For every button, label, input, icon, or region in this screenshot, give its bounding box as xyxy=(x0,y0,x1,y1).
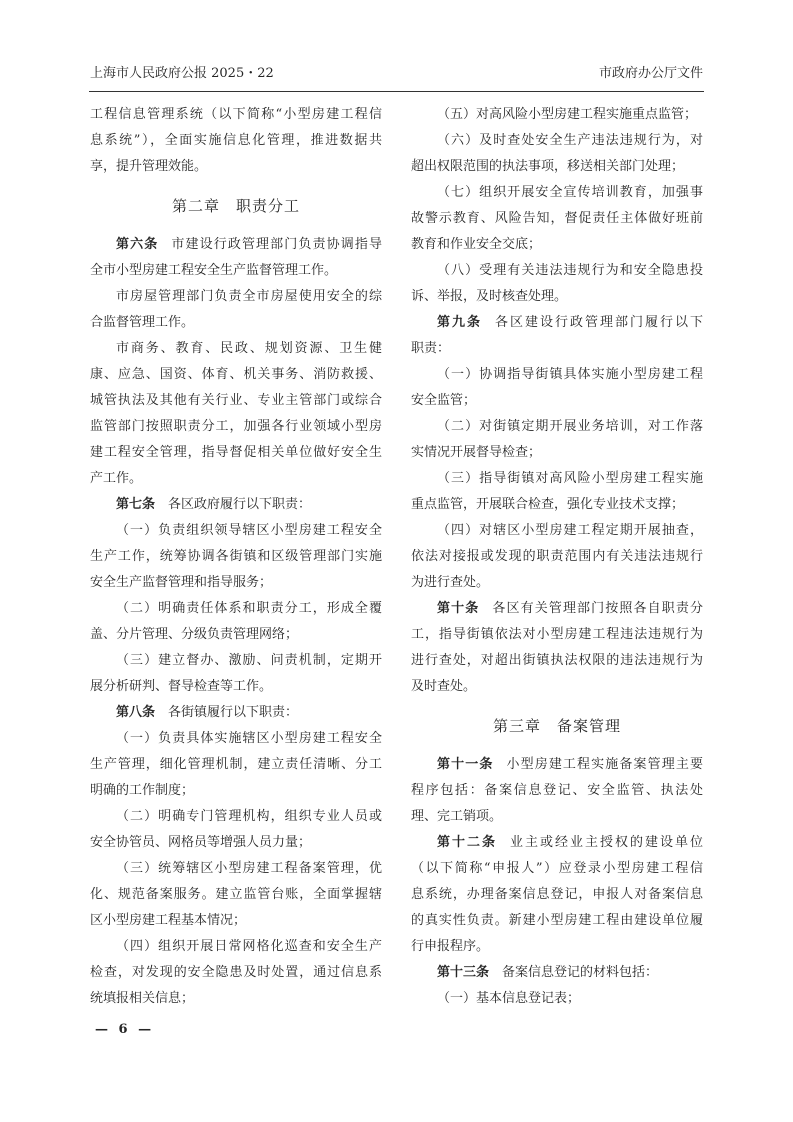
line-text: 全市小型房建工程安全生产监督管理工作。 xyxy=(90,263,338,278)
text-line xyxy=(411,414,703,440)
line-text: 各区建设行政管理部门履行以下 xyxy=(495,315,703,330)
article-number: 第八条 xyxy=(116,705,156,720)
text-line xyxy=(90,492,382,518)
text-line xyxy=(90,700,382,726)
text-line xyxy=(90,544,382,570)
line-text: 各区政府履行以下职责： xyxy=(168,497,312,512)
text-line xyxy=(411,648,703,674)
text-line xyxy=(411,492,703,518)
text-line xyxy=(411,674,703,700)
text-line xyxy=(411,960,703,986)
line-text: 明确的工作制度； xyxy=(90,783,195,798)
article-paragraph xyxy=(90,492,382,518)
text-line xyxy=(411,440,703,466)
chapter-heading xyxy=(90,180,382,232)
line-text: 市商务、教育、民政、规划资源、卫生健 xyxy=(116,341,382,356)
chapter-heading-text: 第二章 职责分工 xyxy=(171,197,300,215)
text-line xyxy=(90,414,382,440)
paragraph xyxy=(411,466,703,518)
article-number: 第十一条 xyxy=(437,757,494,772)
article-paragraph xyxy=(90,232,382,284)
line-text: 合监督管理工作。 xyxy=(90,315,195,330)
text-line xyxy=(411,622,703,648)
line-text: （三）建立督办、激励、问责机制，定期开 xyxy=(116,653,382,668)
paragraph xyxy=(90,804,382,856)
line-text: 区小型房建工程基本情况； xyxy=(90,913,247,928)
text-line xyxy=(90,128,382,154)
line-text: 业主或经业主授权的建设单位 xyxy=(510,835,703,850)
line-text: 息系统”），全面实施信息化管理，推进数据共 xyxy=(90,133,382,148)
text-line xyxy=(90,752,382,778)
paragraph xyxy=(411,102,703,128)
line-text: 市建设行政管理部门负责协调指导 xyxy=(171,237,382,252)
line-text: 教育和作业安全交底； xyxy=(411,237,542,252)
article-paragraph xyxy=(411,310,703,362)
paragraph xyxy=(90,518,382,596)
text-line xyxy=(90,830,382,856)
line-text: 重点监管，开展联合检查，强化专业技术支撑； xyxy=(411,497,685,512)
line-text: 依法对接报或发现的职责范围内有关违法违规行 xyxy=(411,549,703,564)
line-text: 化、规范备案服务。建立监管台账，全面掌握辖 xyxy=(90,887,382,902)
line-text: 康、应急、国资、体育、机关事务、消防救援、 xyxy=(90,367,382,382)
text-line xyxy=(411,518,703,544)
line-text: 故警示教育、风险告知，督促责任主体做好班前 xyxy=(411,211,703,226)
chapter-heading xyxy=(411,700,703,752)
text-line xyxy=(90,908,382,934)
text-line xyxy=(411,154,703,180)
text-line xyxy=(411,544,703,570)
line-text: （七）组织开展安全宣传培训教育，加强事 xyxy=(437,185,703,200)
right-column xyxy=(411,102,703,1012)
text-line xyxy=(90,258,382,284)
text-line xyxy=(411,830,703,856)
line-text: 安全生产监督管理和指导服务； xyxy=(90,575,273,590)
chapter-heading-text: 第三章 备案管理 xyxy=(492,717,621,735)
text-line xyxy=(90,310,382,336)
line-text: 统填报相关信息； xyxy=(90,991,195,1006)
text-line xyxy=(411,856,703,882)
paragraph xyxy=(90,648,382,700)
article-number: 第六条 xyxy=(116,237,159,252)
text-line xyxy=(90,726,382,752)
paragraph xyxy=(90,726,382,804)
text-line xyxy=(411,180,703,206)
paragraph xyxy=(411,128,703,180)
text-line xyxy=(411,804,703,830)
article-number: 第十三条 xyxy=(437,965,490,980)
text-line xyxy=(411,336,703,362)
text-line xyxy=(90,362,382,388)
text-line xyxy=(90,518,382,544)
line-text: 实情况开展督导检查； xyxy=(411,445,542,460)
text-line xyxy=(411,232,703,258)
line-text: 产工作。 xyxy=(90,471,143,486)
line-text: 备案信息登记的材料包括： xyxy=(502,965,659,980)
article-number: 第十二条 xyxy=(437,835,497,850)
line-text: （一）负责具体实施辖区小型房建工程安全 xyxy=(116,731,382,746)
line-text: （三）指导街镇对高风险小型房建工程实施 xyxy=(437,471,703,486)
paragraph xyxy=(90,596,382,648)
page-number: — 6 — xyxy=(95,1022,155,1037)
text-line xyxy=(411,206,703,232)
paragraph xyxy=(90,336,382,492)
line-text: 小型房建工程实施备案管理主要 xyxy=(506,757,703,772)
text-line xyxy=(90,102,382,128)
text-line xyxy=(411,388,703,414)
paragraph xyxy=(411,362,703,414)
line-text: 安全协管员、网格员等增强人员力量； xyxy=(90,835,312,850)
line-text: 市房屋管理部门负责全市房屋使用安全的综 xyxy=(116,289,382,304)
article-number: 第十条 xyxy=(437,601,480,616)
line-text: 盖、分片管理、分级负责管理网络； xyxy=(90,627,299,642)
text-line xyxy=(90,856,382,882)
line-text: （一）协调指导街镇具体实施小型房建工程 xyxy=(437,367,703,382)
paragraph xyxy=(411,180,703,258)
line-text: （三）统筹辖区小型房建工程备案管理，优 xyxy=(116,861,382,876)
line-text: （以下简称“申报人”）应登录小型房建工程信 xyxy=(411,861,703,876)
line-text: （四）对辖区小型房建工程定期开展抽查， xyxy=(437,523,703,538)
text-line xyxy=(90,570,382,596)
text-line xyxy=(90,986,382,1012)
article-paragraph xyxy=(411,596,703,700)
text-line xyxy=(90,154,382,180)
text-line xyxy=(411,466,703,492)
text-line xyxy=(90,778,382,804)
line-text: 各街镇履行以下职责： xyxy=(168,705,299,720)
article-number: 第九条 xyxy=(437,315,482,330)
line-text: （一）基本信息登记表； xyxy=(437,991,581,1006)
text-line xyxy=(411,596,703,622)
line-text: 检查，对发现的安全隐患及时处置，通过信息系 xyxy=(90,965,382,980)
text-line xyxy=(411,128,703,154)
line-text: 理、完工销项。 xyxy=(411,809,503,824)
paragraph xyxy=(90,856,382,934)
line-text: 为进行查处。 xyxy=(411,575,490,590)
text-line xyxy=(411,310,703,336)
line-text: 程序包括：备案信息登记、安全监管、执法处 xyxy=(411,783,703,798)
line-text: （四）组织开展日常网格化巡查和安全生产 xyxy=(116,939,382,954)
paragraph xyxy=(411,414,703,466)
line-text: 安全监管； xyxy=(411,393,477,408)
line-text: （六）及时查处安全生产违法违规行为，对 xyxy=(437,133,703,148)
text-line xyxy=(411,102,703,128)
text-line xyxy=(90,934,382,960)
paragraph xyxy=(411,518,703,596)
line-text: （五）对高风险小型房建工程实施重点监管； xyxy=(437,107,698,122)
text-line xyxy=(411,882,703,908)
line-text: 生产管理，细化管理机制，建立责任清晰、分工 xyxy=(90,757,382,772)
header-section-label: 市政府办公厅文件 xyxy=(598,66,703,81)
text-line xyxy=(411,570,703,596)
text-line xyxy=(90,674,382,700)
line-text: 监管部门按照职责分工，加强各行业领域小型房 xyxy=(90,419,382,434)
header-rule xyxy=(89,91,704,92)
line-text: 生产工作，统筹协调各街镇和区级管理部门实施 xyxy=(90,549,382,564)
text-line xyxy=(411,258,703,284)
text-line xyxy=(411,778,703,804)
text-line xyxy=(90,388,382,414)
line-text: 进行查处，对超出街镇执法权限的违法违规行为 xyxy=(411,653,703,668)
text-line xyxy=(90,882,382,908)
header-publication-title: 上海市人民政府公报 2025・22 xyxy=(90,66,274,81)
text-line xyxy=(90,804,382,830)
line-text: 各区有关管理部门按照各自职责分 xyxy=(492,601,703,616)
article-paragraph xyxy=(90,700,382,726)
text-line xyxy=(90,960,382,986)
text-line xyxy=(411,934,703,960)
text-line xyxy=(90,232,382,258)
text-line xyxy=(90,622,382,648)
paragraph xyxy=(90,102,382,180)
line-text: （一）负责组织领导辖区小型房建工程安全 xyxy=(116,523,382,538)
line-text: 的真实性负责。新建小型房建工程由建设单位履 xyxy=(411,913,703,928)
line-text: （二）明确责任体系和职责分工，形成全覆 xyxy=(116,601,382,616)
line-text: 及时查处。 xyxy=(411,679,477,694)
line-text: 建工程安全管理，指导督促相关单位做好安全生 xyxy=(90,445,382,460)
article-number: 第七条 xyxy=(116,497,156,512)
text-line xyxy=(90,284,382,310)
paragraph xyxy=(90,934,382,1012)
text-line xyxy=(411,986,703,1012)
article-paragraph xyxy=(411,752,703,830)
line-text: 享，提升管理效能。 xyxy=(90,159,208,174)
text-line xyxy=(411,752,703,778)
line-text: （二）对街镇定期开展业务培训，对工作落 xyxy=(437,419,703,434)
line-text: 展分析研判、督导检查等工作。 xyxy=(90,679,273,694)
left-column xyxy=(90,102,382,1012)
paragraph xyxy=(90,284,382,336)
text-line xyxy=(90,440,382,466)
text-line xyxy=(411,908,703,934)
line-text: 城管执法及其他有关行业、专业主管部门或综合 xyxy=(90,393,382,408)
line-text: 工程信息管理系统（以下简称“小型房建工程信 xyxy=(90,107,382,122)
line-text: 职责： xyxy=(411,341,451,356)
paragraph xyxy=(411,986,703,1012)
article-paragraph xyxy=(411,960,703,986)
text-line xyxy=(90,336,382,362)
line-text: （二）明确专门管理机构，组织专业人员或 xyxy=(116,809,382,824)
line-text: 工，指导街镇依法对小型房建工程违法违规行为 xyxy=(411,627,703,642)
article-paragraph xyxy=(411,830,703,960)
text-line xyxy=(90,466,382,492)
line-text: 超出权限范围的执法事项，移送相关部门处理； xyxy=(411,159,685,174)
text-line xyxy=(90,648,382,674)
line-text: （八）受理有关违法违规行为和安全隐患投 xyxy=(437,263,703,278)
paragraph xyxy=(411,258,703,310)
line-text: 行申报程序。 xyxy=(411,939,490,954)
line-text: 诉、举报，及时核查处理。 xyxy=(411,289,568,304)
text-line xyxy=(411,362,703,388)
text-line xyxy=(411,284,703,310)
line-text: 息系统，办理备案信息登记，申报人对备案信息 xyxy=(411,887,703,902)
text-line xyxy=(90,596,382,622)
